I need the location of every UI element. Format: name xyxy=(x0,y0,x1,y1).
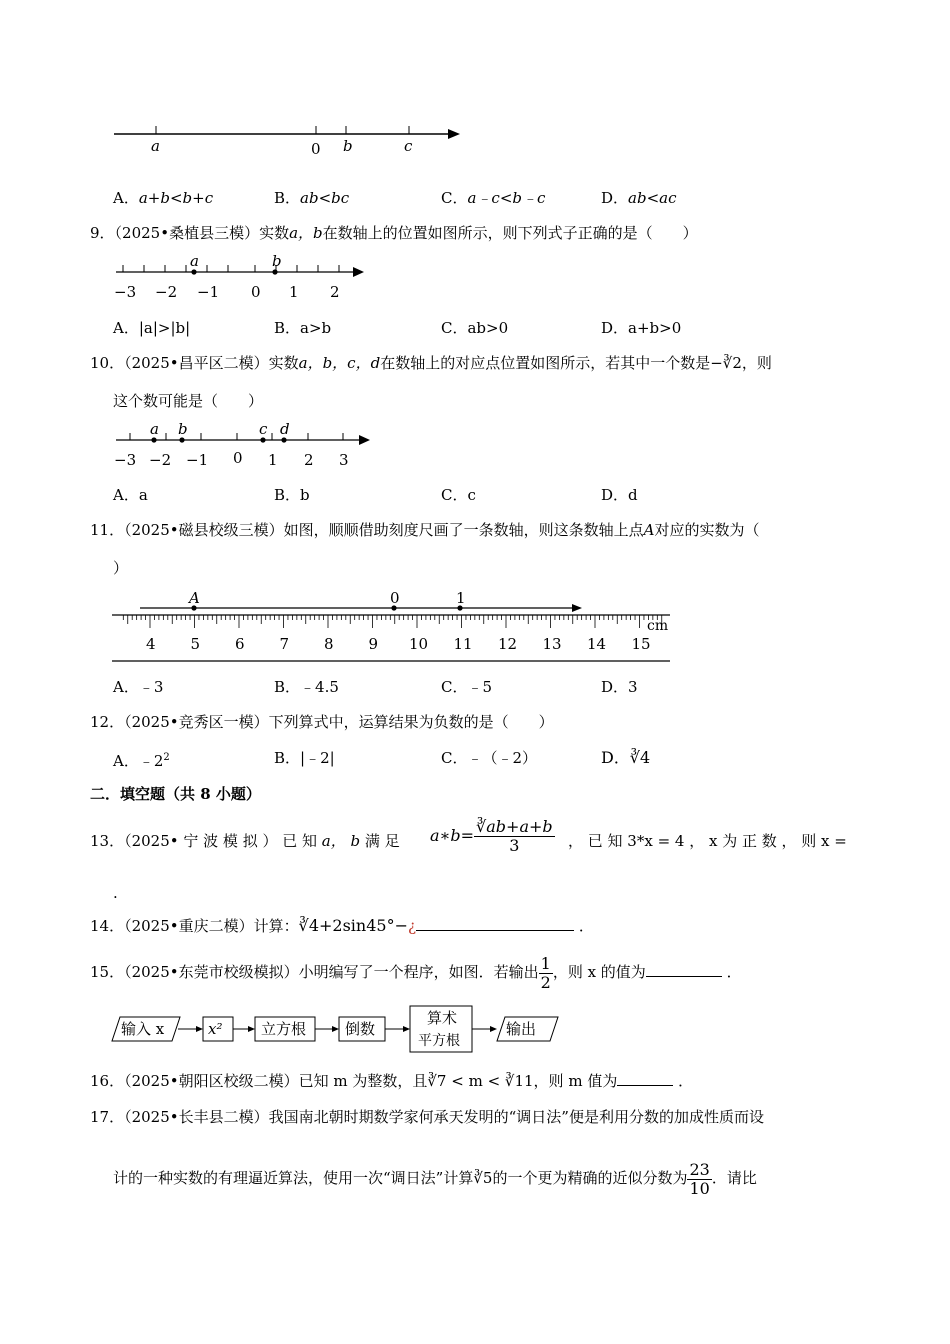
q9-option-c[interactable]: C．ab>0 xyxy=(441,319,509,337)
q11-label-0: 0 xyxy=(390,589,400,607)
q9-label-a: a xyxy=(190,252,199,270)
q8-option-a[interactable]: A．a+b<b+c xyxy=(113,189,214,207)
ruler-number: 10 xyxy=(409,635,429,653)
flow-square: x² xyxy=(208,1020,223,1038)
ruler-number: 13 xyxy=(542,635,562,653)
q11-option-d[interactable]: D．3 xyxy=(601,678,638,696)
q9-stem: 9．（2025•桑植县三模）实数a，b在数轴上的位置如图所示，则下列式子正确的是（ ） xyxy=(90,224,698,242)
q9-tick--2: −2 xyxy=(155,283,178,301)
q8-option-b[interactable]: B．ab<bc xyxy=(274,189,350,207)
ruler-number: 11 xyxy=(453,635,473,653)
q9-tick-1: 1 xyxy=(289,283,299,301)
q8-option-d[interactable]: D．ab<ac xyxy=(601,189,677,207)
q10-option-d[interactable]: D．d xyxy=(601,486,638,504)
ruler-number: 4 xyxy=(146,635,156,653)
q10-stem: 10．（2025•昌平区二模）实数a，b，c，d在数轴上的对应点位置如图所示，若其中一个数是−∛2，则 xyxy=(90,354,772,372)
q10-tick-1: 1 xyxy=(268,451,278,469)
q10-label-a: a xyxy=(150,420,159,438)
q12-option-c[interactable]: C．﹣（﹣2） xyxy=(441,749,538,767)
q15-stem: 15．（2025•东莞市校级模拟）小明编写了一个程序，如图．若输出 $\frac{1}{2}$ ，则 x 的值为 ． xyxy=(90,953,742,992)
ruler-number: 14 xyxy=(587,635,607,653)
q10-stem-line2: 这个数可能是（ ） xyxy=(113,392,264,410)
q10-tick--1: −1 xyxy=(186,451,209,469)
flow-input: 输入 x xyxy=(121,1020,165,1038)
q11-label-1: 1 xyxy=(456,589,466,607)
q11-option-a[interactable]: A．﹣3 xyxy=(113,678,164,696)
q9-option-b[interactable]: B．a>b xyxy=(274,319,332,337)
q8-number-line xyxy=(110,118,470,162)
q13-stem-cont: ， 已 知 3*x = 4 ， x 为 正 数 ， 则 x = xyxy=(568,832,847,850)
ruler-number: 9 xyxy=(368,635,379,653)
q11-option-b[interactable]: B．﹣4.5 xyxy=(274,678,339,696)
q13-fraction: $\frac{∛ab+a+b}{3}$ xyxy=(476,817,553,855)
q9-option-d[interactable]: D．a+b>0 xyxy=(601,319,682,337)
q10-label-b: b xyxy=(178,420,188,438)
q11-option-c[interactable]: C．﹣5 xyxy=(441,678,493,696)
q15-flowchart xyxy=(110,1005,570,1053)
q10-option-a[interactable]: A．a xyxy=(113,486,148,504)
q9-tick--1: −1 xyxy=(197,283,220,301)
section-heading: 二．填空题（共 8 小题） xyxy=(90,785,261,803)
ruler-number: 6 xyxy=(235,635,245,653)
q14-stem: 14．（2025•重庆二模）计算：∛4+2sin45°−¿ ． xyxy=(90,916,594,935)
q10-tick--3: −3 xyxy=(114,451,137,469)
q12-stem: 12．（2025•竞秀区一模）下列算式中，运算结果为负数的是（ ） xyxy=(90,713,554,731)
q9-tick-2: 2 xyxy=(330,283,340,301)
q10-tick--2: −2 xyxy=(149,451,172,469)
ruler-number: 12 xyxy=(498,635,518,653)
q13-stem: 13．（2025• 宁 波 模 拟 ） 已 知 a， b 满 足 xyxy=(90,832,400,850)
q11-stem: 11．（2025•磁县校级三模）如图，顺顺借助刻度尺画了一条数轴，则这条数轴上点A对应的实数为（ xyxy=(90,521,760,539)
q17-stem-line2: 计的一种实数的有理逼近算法，使用一次“调日法”计算∛5的一个更为精确的近似分数为 $\frac{23}{10}$ ．请比 xyxy=(113,1159,757,1198)
q11-stem-line2: ） xyxy=(113,559,129,577)
q12-option-a[interactable]: A．$﹣2^2$ xyxy=(113,752,170,770)
flow-output: 输出 xyxy=(506,1020,537,1038)
q10-tick-3: 3 xyxy=(339,451,349,469)
q9-label-b: b xyxy=(272,252,282,270)
q15-fraction: $\frac{1}{2}$ xyxy=(540,953,551,992)
q11-label-a: A xyxy=(189,589,200,607)
q10-label-d: d xyxy=(280,420,290,438)
flow-cube-root: 立方根 xyxy=(261,1020,307,1038)
q8-label-0: 0 xyxy=(311,140,321,158)
q16-stem: 16．（2025•朝阳区校级二模）已知 m 为整数，且∛7 < m < ∛11，则 m 值为 ． xyxy=(90,1072,694,1090)
q12-option-b[interactable]: B．|﹣2| xyxy=(274,749,335,767)
ruler-number: 5 xyxy=(190,635,201,653)
q13-formula: a∗b= $\frac{∛ab+a+b}{3}$ xyxy=(430,817,553,855)
flow-sqrt: 平方根 xyxy=(418,1033,460,1049)
q10-label-c: c xyxy=(259,420,268,438)
q15-answer-blank[interactable] xyxy=(646,962,722,977)
q10-tick-2: 2 xyxy=(304,451,314,469)
q8-option-c[interactable]: C．a﹣c<b﹣c xyxy=(441,189,546,207)
q11-ruler-unit: cm xyxy=(647,618,669,634)
q14-answer-blank[interactable] xyxy=(416,916,574,931)
q12-option-d[interactable]: D．∛4 xyxy=(601,748,651,767)
q9-option-a[interactable]: A．|a|>|b| xyxy=(113,319,191,337)
ruler-number: 8 xyxy=(324,635,334,653)
q17-fraction: $\frac{23}{10}$ xyxy=(689,1159,710,1198)
q10-option-b[interactable]: B．b xyxy=(274,486,310,504)
q9-tick-0: 0 xyxy=(251,283,261,301)
q8-label-b: b xyxy=(343,137,353,155)
ruler-number: 15 xyxy=(631,635,651,653)
ruler-number: 7 xyxy=(279,635,290,653)
q13-end: . xyxy=(113,884,118,902)
q8-label-a: a xyxy=(151,137,160,155)
q16-answer-blank[interactable] xyxy=(617,1071,673,1086)
q8-label-c: c xyxy=(404,137,413,155)
q10-tick-0: 0 xyxy=(233,449,243,467)
q9-tick--3: −3 xyxy=(114,283,137,301)
q10-option-c[interactable]: C．c xyxy=(441,486,476,504)
flow-arith: 算术 xyxy=(427,1009,458,1027)
flow-reciprocal: 倒数 xyxy=(345,1020,376,1038)
q17-stem: 17．（2025•长丰县二模）我国南北朝时期数学家何承天发明的“调日法”便是利用分数的加成性质而设 xyxy=(90,1108,764,1126)
